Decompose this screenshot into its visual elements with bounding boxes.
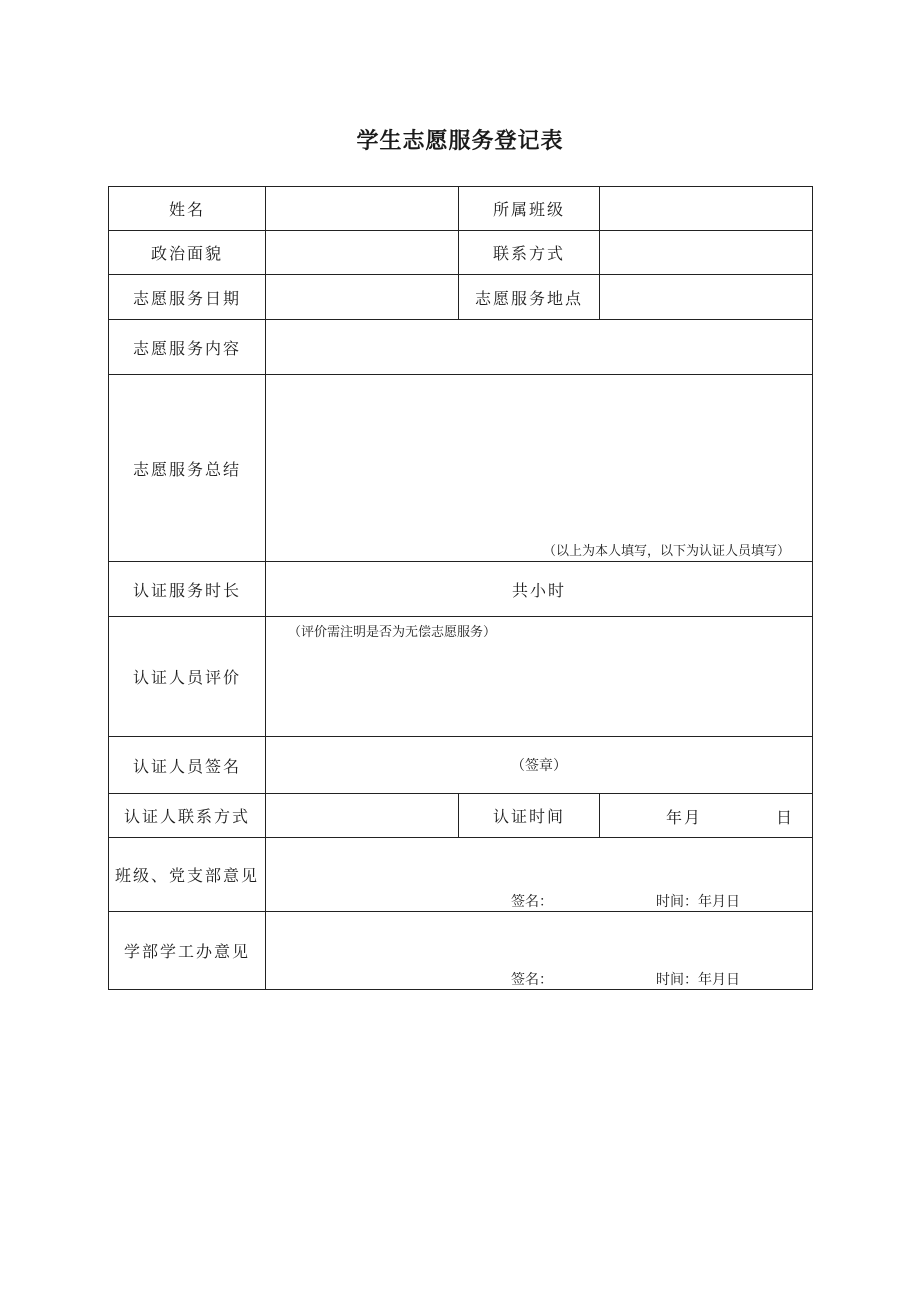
table-row bbox=[109, 794, 813, 838]
dept-office-opinion-field[interactable] bbox=[266, 912, 813, 990]
class-field[interactable] bbox=[600, 187, 813, 231]
time-label: 时间：年月日 bbox=[656, 894, 740, 910]
class-label: 所属班级 bbox=[459, 187, 600, 231]
table-row bbox=[109, 838, 813, 912]
table-row bbox=[109, 562, 813, 617]
service-date-field[interactable] bbox=[266, 275, 459, 320]
summary-note: （以上为本人填写，以下为认证人员填写） bbox=[542, 544, 790, 559]
sign-label: 签名： bbox=[511, 894, 553, 910]
certified-hours-field[interactable]: 共小时 bbox=[266, 562, 813, 617]
dept-office-opinion-label: 学部学工办意见 bbox=[109, 912, 266, 990]
political-label: 政治面貌 bbox=[109, 231, 266, 275]
form-title: 学生志愿服务登记表 bbox=[356, 129, 564, 154]
registration-form-table bbox=[108, 186, 813, 990]
contact-label: 联系方式 bbox=[459, 231, 600, 275]
class-party-opinion-field[interactable] bbox=[266, 838, 813, 912]
table-row bbox=[109, 187, 813, 231]
time-label: 时间：年月日 bbox=[656, 972, 740, 988]
sign-label: 签名： bbox=[511, 972, 553, 988]
table-row bbox=[109, 617, 813, 737]
year-month-text: 年月 bbox=[666, 808, 703, 827]
political-field[interactable] bbox=[266, 231, 459, 275]
service-date-label: 志愿服务日期 bbox=[109, 275, 266, 320]
stamp-note: （签章） bbox=[511, 758, 567, 774]
certifier-signature-label: 认证人员签名 bbox=[109, 737, 266, 794]
certifier-contact-field[interactable] bbox=[266, 794, 459, 838]
day-text: 日 bbox=[775, 808, 794, 827]
table-row bbox=[109, 275, 813, 320]
service-location-label: 志愿服务地点 bbox=[459, 275, 600, 320]
contact-field[interactable] bbox=[600, 231, 813, 275]
name-field[interactable] bbox=[266, 187, 459, 231]
table-row bbox=[109, 231, 813, 275]
certifier-contact-label: 认证人联系方式 bbox=[109, 794, 266, 838]
class-party-opinion-label: 班级、党支部意见 bbox=[109, 838, 266, 912]
service-summary-label: 志愿服务总结 bbox=[109, 375, 266, 562]
table-row bbox=[109, 912, 813, 990]
service-content-field[interactable] bbox=[266, 320, 813, 375]
certify-time-label: 认证时间 bbox=[459, 794, 600, 838]
name-label: 姓名 bbox=[109, 187, 266, 231]
service-location-field[interactable] bbox=[600, 275, 813, 320]
certify-time-field[interactable] bbox=[600, 794, 813, 838]
certifier-evaluation-field[interactable] bbox=[266, 617, 813, 737]
certified-hours-label: 认证服务时长 bbox=[109, 562, 266, 617]
table-row bbox=[109, 320, 813, 375]
evaluation-note: （评价需注明是否为无偿志愿服务） bbox=[288, 625, 497, 640]
certifier-evaluation-label: 认证人员评价 bbox=[109, 617, 266, 737]
table-row bbox=[109, 737, 813, 794]
table-row bbox=[109, 375, 813, 562]
service-summary-field[interactable] bbox=[266, 375, 813, 562]
certifier-signature-field[interactable] bbox=[266, 737, 813, 794]
service-content-label: 志愿服务内容 bbox=[109, 320, 266, 375]
